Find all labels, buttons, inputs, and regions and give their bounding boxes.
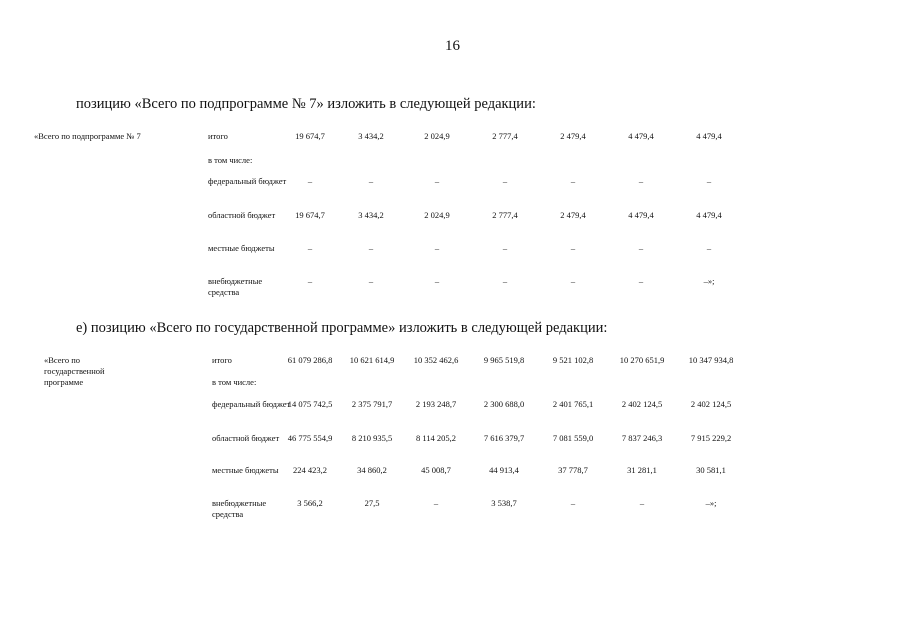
value-cell: 31 281,1 — [627, 465, 657, 475]
value-cell: – — [307, 243, 313, 253]
value-cell: 7 081 559,0 — [552, 433, 594, 443]
value-cell: – — [570, 243, 576, 253]
value-cell: 2 777,4 — [492, 210, 518, 220]
row-label: итого — [208, 131, 228, 141]
value-cell: 61 079 286,8 — [287, 355, 333, 365]
value-cell: 27,5 — [364, 498, 380, 508]
row-label: федеральный бюджет — [208, 176, 287, 186]
row-heading: «Всего по государственной программе — [44, 355, 105, 387]
row-label: в том числе: — [212, 377, 257, 387]
value-cell: 2 479,4 — [560, 210, 586, 220]
value-cell: 8 210 935,5 — [351, 433, 393, 443]
value-cell: – — [502, 276, 508, 286]
value-cell: – — [368, 243, 374, 253]
value-cell: 44 913,4 — [489, 465, 519, 475]
value-cell: 10 347 934,8 — [688, 355, 734, 365]
value-cell: 8 114 205,2 — [415, 433, 457, 443]
value-cell: – — [706, 176, 712, 186]
value-cell: 14 075 742,5 — [287, 399, 333, 409]
value-cell: 9 521 102,8 — [552, 355, 594, 365]
value-cell: 2 479,4 — [560, 131, 586, 141]
value-cell: 2 402 124,5 — [690, 399, 732, 409]
value-cell: –»; — [705, 498, 717, 508]
value-cell: 4 479,4 — [696, 131, 722, 141]
value-cell: 2 300 688,0 — [483, 399, 525, 409]
row-label: федеральный бюджет — [212, 399, 291, 409]
value-cell: 45 008,7 — [421, 465, 451, 475]
value-cell: – — [638, 176, 644, 186]
row-label: местные бюджеты — [208, 243, 275, 253]
value-cell: – — [638, 276, 644, 286]
value-cell: –»; — [703, 276, 715, 286]
value-cell: 19 674,7 — [295, 131, 325, 141]
value-cell: 224 423,2 — [293, 465, 327, 475]
value-cell: 10 621 614,9 — [349, 355, 395, 365]
value-cell: 2 024,9 — [424, 131, 450, 141]
value-cell: 10 270 651,9 — [619, 355, 665, 365]
value-cell: 10 352 462,6 — [413, 355, 459, 365]
row-label: в том числе: — [208, 155, 253, 165]
value-cell: – — [307, 276, 313, 286]
row-label: областной бюджет — [208, 210, 276, 220]
value-cell: – — [368, 276, 374, 286]
value-cell: 19 674,7 — [295, 210, 325, 220]
value-cell: 46 775 554,9 — [287, 433, 333, 443]
value-cell: – — [706, 243, 712, 253]
value-cell: 3 434,2 — [358, 131, 384, 141]
value-cell: 7 915 229,2 — [690, 433, 732, 443]
value-cell: 3 538,7 — [491, 498, 517, 508]
value-cell: – — [502, 176, 508, 186]
value-cell: 4 479,4 — [628, 210, 654, 220]
value-cell: – — [434, 276, 440, 286]
paragraph-state-program: е) позицию «Всего по государственной программе» изложить в следующей редакции: — [76, 320, 608, 336]
page-number: 16 — [445, 38, 460, 54]
value-cell: 2 375 791,7 — [351, 399, 393, 409]
value-cell: – — [570, 276, 576, 286]
value-cell: 4 479,4 — [628, 131, 654, 141]
value-cell: 2 777,4 — [492, 131, 518, 141]
value-cell: 30 581,1 — [696, 465, 726, 475]
value-cell: – — [639, 498, 645, 508]
value-cell: 7 837 246,3 — [621, 433, 663, 443]
value-cell: – — [570, 176, 576, 186]
value-cell: 2 024,9 — [424, 210, 450, 220]
value-cell: – — [502, 243, 508, 253]
value-cell: – — [307, 176, 313, 186]
value-cell: – — [368, 176, 374, 186]
row-label: внебюджетные средства — [212, 498, 267, 519]
value-cell: – — [434, 243, 440, 253]
value-cell: 2 193 248,7 — [415, 399, 457, 409]
value-cell: 3 434,2 — [358, 210, 384, 220]
value-cell: – — [433, 498, 439, 508]
row-label: внебюджетные средства — [208, 276, 263, 297]
paragraph-subprogram-7: позицию «Всего по подпрограмме № 7» изложить в следующей редакции: — [76, 96, 536, 112]
row-heading: «Всего по подпрограмме № 7 — [34, 131, 141, 141]
value-cell: 34 860,2 — [357, 465, 387, 475]
value-cell: 9 965 519,8 — [483, 355, 525, 365]
row-label: местные бюджеты — [212, 465, 279, 475]
value-cell: 3 566,2 — [297, 498, 323, 508]
value-cell: – — [638, 243, 644, 253]
value-cell: 4 479,4 — [696, 210, 722, 220]
value-cell: 2 402 124,5 — [621, 399, 663, 409]
value-cell: – — [570, 498, 576, 508]
value-cell: 2 401 765,1 — [552, 399, 594, 409]
value-cell: 37 778,7 — [558, 465, 588, 475]
row-label: областной бюджет — [212, 433, 280, 443]
row-label: итого — [212, 355, 232, 365]
value-cell: – — [434, 176, 440, 186]
value-cell: 7 616 379,7 — [483, 433, 525, 443]
